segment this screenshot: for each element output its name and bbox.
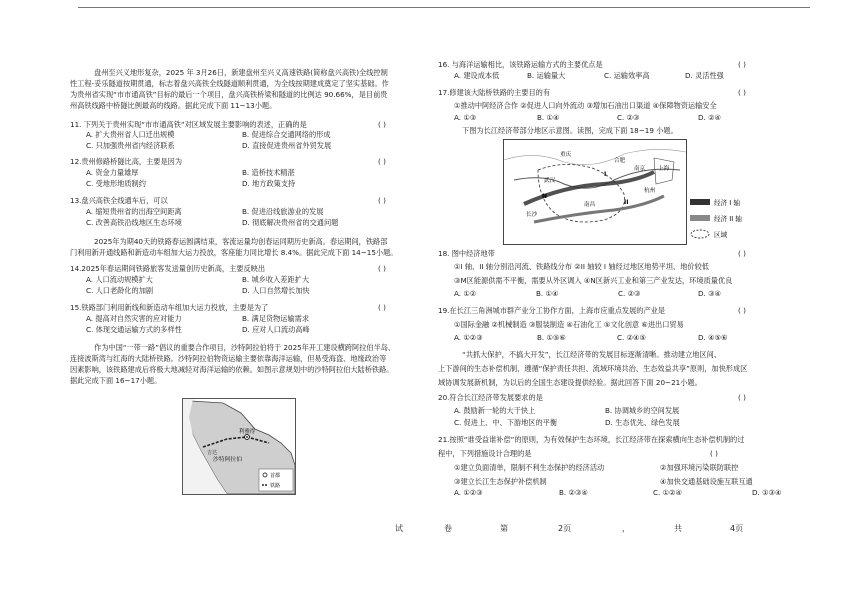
option-b: B. ②③④ xyxy=(559,488,588,497)
option-d: D. 生态优先、绿色发展 xyxy=(605,418,680,427)
option-c: C. 改善高铁沿线地区生态环境 xyxy=(86,218,182,227)
map-city-label: 上海 xyxy=(658,166,670,172)
option-b: B. ①④ xyxy=(537,113,560,122)
footer-text: 卷 xyxy=(444,524,452,533)
option-a: A. 扩大贵州省人口迁出规模 xyxy=(86,130,175,139)
top-rule xyxy=(78,7,810,8)
option-d: D. 应对人口流动高峰 xyxy=(242,325,310,334)
map-city-label: 杭州 xyxy=(644,188,656,194)
answer-bracket: ( ) xyxy=(378,303,386,312)
option-c: C. ①②④ xyxy=(653,488,682,497)
footer-page-total: 4页 xyxy=(730,524,744,533)
intro-paragraph-line: 连接波斯湾与红海的大陆桥铁路。沙特阿拉伯物资运输主要依靠海洋运输，但易受海盗、地缘政治等 xyxy=(70,354,387,363)
question-12-stem: 12.贵州修路桥隧比高，主要是因为 xyxy=(70,157,183,166)
option-c: C. ②③ xyxy=(618,289,641,298)
saudi-railway-map xyxy=(182,398,296,495)
option-d: D. 彻底解决贵州省的交通问题 xyxy=(242,218,339,227)
footer-text: 共 xyxy=(674,524,682,533)
map-country-label: 沙特阿拉伯 xyxy=(213,457,242,463)
option-c: C. 受地形地质制约 xyxy=(86,179,146,188)
axis-mark-label: I xyxy=(604,171,607,178)
option-b: B. 促进综合交通网络的形成 xyxy=(242,130,331,139)
question-20-stem: 20.符合长江经济带发展要求的是 xyxy=(438,393,543,402)
option-a: A. ①③ xyxy=(454,113,477,122)
question-items: ①推动中阿经济合作 ②促进人口向外流动 ③增加石油出口渠道 ④保障物资运输安全 xyxy=(454,101,717,110)
option-b: B. 造桥技术精湛 xyxy=(242,168,295,177)
option-c: C. 只加强贵州省内经济联系 xyxy=(86,141,175,150)
map-city-label: 吉达 xyxy=(207,450,218,456)
question-items: ②加强环境污染联防联控 xyxy=(660,463,739,472)
intro-paragraph-line: 州高铁线路中桥隧比例最高的线路。据此完成下面 11~13小题。 xyxy=(70,101,277,110)
answer-bracket: ( ) xyxy=(738,306,746,315)
option-b: B. 城乡收入差距扩大 xyxy=(242,275,310,284)
option-b: B. 满足货物运输需求 xyxy=(242,314,310,323)
legend-region: 区域 xyxy=(714,231,728,239)
map-city-label: 武汉 xyxy=(544,178,556,184)
question-19-stem: 19.在长江三角洲城市群产业分工协作方面，上海市应重点发展的产业是 xyxy=(438,306,666,315)
option-d: D. ④⑤⑥ xyxy=(698,333,728,342)
answer-bracket: ( ) xyxy=(378,120,386,129)
question-11-stem: 11. 下列关于贵州实现“市市通高铁”对区域发展主要影响的表述，正确的是 xyxy=(70,120,307,129)
answer-bracket: ( ) xyxy=(738,393,746,402)
option-d: D. 地方政策支持 xyxy=(242,179,296,188)
option-d: D. ①③④ xyxy=(752,488,782,497)
legend-axis-1: 经济 I 轴 xyxy=(714,199,740,207)
option-d: D. ②④ xyxy=(698,113,721,122)
option-a: A. 提高对自然灾害的应对能力 xyxy=(86,314,182,323)
intro-paragraph-line: 性工程-妥乐隧道按期贯通，标志着盘兴高铁全线隧道顺利贯通，为全线按期建成奠定了坚实基础。作 xyxy=(70,79,389,88)
option-a: A. 缩短贵州省的出海空间距离 xyxy=(86,207,182,216)
footer-page-current: 2页 xyxy=(558,524,572,533)
footer-text: ， xyxy=(622,524,630,533)
axis-mark-label: II xyxy=(624,199,629,206)
question-21-stem: 21.按照“谁受益谁补偿”的原则，为有效保护生态环境，长江经济带在探索横向生态补偿机制的过 xyxy=(438,435,745,444)
option-a: A. 建设成本低 xyxy=(454,71,500,80)
option-c: C. 促进上、中、下游地区的平衡 xyxy=(454,418,558,427)
map-city-label: 南京 xyxy=(634,166,646,172)
question-16-stem: 16. 与海洋运输相比，该铁路运输方式的主要优点是 xyxy=(438,60,603,69)
intro-paragraph-line: 下图为长江经济带部分地区示意图。读图，完成下面 18~19 小题。 xyxy=(462,126,678,135)
answer-bracket: ( ) xyxy=(378,264,386,273)
option-b: B. 运输量大 xyxy=(527,71,566,80)
option-a: A. ①② xyxy=(454,289,477,298)
option-d: D. 直接促进贵州省外贸发展 xyxy=(242,141,332,150)
legend-railway-label: 铁路 xyxy=(270,483,281,489)
intro-paragraph-line: 为贵州省实现“市市通高铁”目标的最后一个项目，盘兴高铁桥梁和隧道的比例达 90.66%，是目前贵 xyxy=(70,90,388,99)
answer-bracket: ( ) xyxy=(378,196,386,205)
option-b: B. 协调城乡的空间发展 xyxy=(605,406,680,415)
intro-paragraph-line: 因素影响，该铁路建成后将极大地减轻对海洋运输的依赖。如图示意规划中的沙特阿拉伯大陆桥铁路。 xyxy=(70,365,394,374)
option-a: A. 鼓励新一轮的大干快上 xyxy=(454,406,536,415)
option-a: A. ①②③ xyxy=(454,333,483,342)
answer-bracket: ( ) xyxy=(738,249,746,258)
option-d: D. ③④ xyxy=(698,289,721,298)
option-c: C. 人口老龄化的加剧 xyxy=(86,286,154,295)
yangtze-economic-belt-map xyxy=(503,139,687,245)
footer-text: 试 xyxy=(395,524,403,533)
question-items: ①I 轴、II 轴分别沿河流、铁路线分布 ②II 轴较 I 轴经过地区地势平坦、地价较低 xyxy=(454,262,709,271)
question-15-stem: 15.铁路部门利用新线和新造动车组加大运力投放，主要是为了 xyxy=(70,303,269,312)
intro-paragraph-line: “共抓大保护，不搞大开发”，长江经济带的发展目标逐渐清晰。推动建立地区间、 xyxy=(462,350,722,359)
map-city-label: 南昌 xyxy=(584,202,596,208)
question-items: ③建立长江生态保护补偿机制 xyxy=(454,477,547,486)
question-items: ①国际金融 ②机械制造 ③服装制造 ④石油化工 ⑤文化创意 ⑥进出口贸易 xyxy=(454,320,684,329)
map-legend xyxy=(688,196,758,242)
question-13-stem: 13.盘兴高铁全线通车后，可以 xyxy=(70,196,168,205)
question-18-stem: 18. 图中经济地带 xyxy=(438,249,495,258)
intro-paragraph-line: 2025年为期40天的铁路春运圆满结束，客流运量均创春运同期历史新高。春运期间，铁路部 xyxy=(94,237,388,246)
option-c: C. 体现交通运输方式的多样性 xyxy=(86,325,182,334)
question-14-stem: 14.2025年春运期间铁路旅客发送量创历史新高，主要反映出 xyxy=(70,264,266,273)
option-a: A. 资金力量雄厚 xyxy=(86,168,139,177)
option-b: B. 促进沿线旅游业的发展 xyxy=(242,207,324,216)
intro-paragraph-line: 门利用新开通线路和新造动车组加大运力投放，客座能力同比增长 8.4%。据此完成下面 14~15小题。 xyxy=(70,248,398,257)
intro-paragraph-line: 盘州至兴义地形复杂，2025 年 3月26日，新建盘州至兴义高速铁路(简称盘兴高铁)全线控制 xyxy=(94,68,388,77)
legend-axis-2: 经济 II 轴 xyxy=(714,215,742,223)
map-city-label: 长沙 xyxy=(526,212,538,218)
option-d: D. 灵活性强 xyxy=(685,71,724,80)
answer-bracket: ( ) xyxy=(738,88,746,97)
map-city-label: 合肥 xyxy=(614,158,626,164)
legend-capital-label: 首都 xyxy=(270,473,281,479)
intro-paragraph-line: 作为中国“一带一路”倡议的重要合作项目，沙特阿拉伯将于 2025年开工建设横跨阿拉伯半岛、 xyxy=(94,343,396,352)
option-b: B. ①⑤⑥ xyxy=(537,333,566,342)
option-c: C. ②④⑤ xyxy=(617,333,646,342)
region-mark-label: N xyxy=(542,193,548,200)
question-items: ③M区能源供需不平衡，需要从外区调入 ④N区新兴工业和第三产业发达，环境质量优良 xyxy=(454,276,733,285)
answer-bracket: ( ) xyxy=(378,157,386,166)
intro-paragraph-line: 上下游间的生态补偿机制，遵循“保护责任共担、流域环境共治、生态效益共享”原则，加快形成区 xyxy=(438,364,748,373)
option-c: C. 运输效率高 xyxy=(604,71,650,80)
question-items: ①建立负面清单，限制不利生态保护的经济活动 xyxy=(454,463,605,472)
map-city-label: 重庆 xyxy=(560,152,572,158)
option-c: C. ②③ xyxy=(617,113,640,122)
map-city-label: 利雅得 xyxy=(239,429,256,435)
option-a: A. 人口流动规模扩大 xyxy=(86,275,153,284)
intro-paragraph-line: 据此完成下面 16~17小题。 xyxy=(70,376,162,385)
question-21-stem: 程中，下列措施设计合理的是 xyxy=(438,449,532,458)
option-a: A. ①②③ xyxy=(454,488,483,497)
question-items: ④加快交通基础设施互联互通 xyxy=(660,477,753,486)
answer-bracket: ( ) xyxy=(710,449,718,458)
answer-bracket: ( ) xyxy=(738,60,746,69)
question-17-stem: 17.修建该大陆桥铁路的主要目的有 xyxy=(438,88,551,97)
intro-paragraph-line: 域协调发展新机制，为以后的全国生态建设提供经验。据此回答下面 20~21小题。 xyxy=(438,378,702,387)
option-d: D. 人口自然增长加快 xyxy=(242,286,310,295)
option-b: B. ①④ xyxy=(536,289,559,298)
footer-text: 第 xyxy=(500,524,508,533)
